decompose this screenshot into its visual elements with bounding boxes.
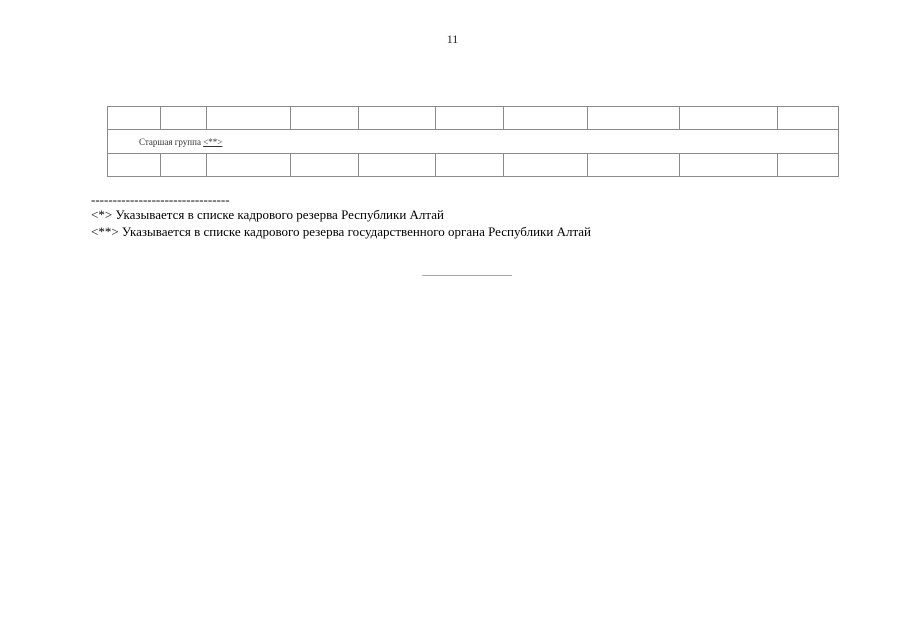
group-footnote-link[interactable]: <**>: [203, 136, 223, 147]
table-cell: [161, 107, 207, 130]
table-group-row: [108, 130, 839, 154]
table-row: [108, 107, 839, 130]
footnote-2: <**> Указывается в списке кадрового резерва государственного органа Республики Алтай: [91, 224, 592, 239]
table-cell: [680, 154, 778, 177]
table-cell: [359, 154, 436, 177]
table-cell: [161, 154, 207, 177]
table-cell: [504, 154, 588, 177]
table-cell: [108, 154, 161, 177]
table-cell: [436, 107, 504, 130]
footnote-1: <*> Указывается в списке кадрового резерва Республики Алтай: [91, 207, 444, 222]
table-cell: [207, 154, 291, 177]
table-cell: [778, 154, 839, 177]
table-cell: [588, 154, 680, 177]
table-cell: [291, 107, 359, 130]
footnotes: [91, 194, 591, 240]
page-number: 11: [446, 32, 459, 46]
table-row: [108, 154, 839, 177]
table-cell: [680, 107, 778, 130]
reserve-table: [107, 106, 839, 177]
table-cell: [108, 107, 161, 130]
table-cell: [291, 154, 359, 177]
footnote-separator: --------------------------------: [91, 192, 230, 207]
table-cell: [778, 107, 839, 130]
group-header-cell: [108, 130, 839, 154]
table-cell: [207, 107, 291, 130]
table-cell: [436, 154, 504, 177]
table-cell: [359, 107, 436, 130]
group-label: Старшая группа: [139, 136, 201, 147]
table-cell: [588, 107, 680, 130]
end-divider: [422, 275, 512, 276]
table-cell: [504, 107, 588, 130]
